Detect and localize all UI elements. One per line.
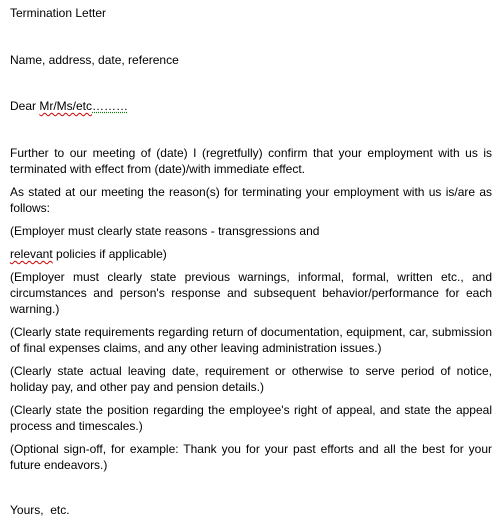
reasons-line-2 bbox=[10, 246, 167, 262]
header-fields: Name, address, date, reference bbox=[10, 53, 179, 67]
warnings-paragraph: (Employer must clearly state previous warnings, informal, formal, written etc., and circumstances and person's response and subsequent behavior/performance for each warning.) bbox=[10, 270, 492, 316]
intro-paragraph: Further to our meeting of (date) I (regretfully) confirm that your employment with us is terminated with effect from (date)/with immediate effect. bbox=[10, 146, 492, 176]
return-paragraph: (Clearly state requirements regarding return of documentation, equipment, car, submission of final expenses claims, and any other leaving administration issues.) bbox=[10, 325, 492, 355]
letter-title: Termination Letter bbox=[10, 6, 107, 20]
salutation-placeholder: ……… bbox=[92, 99, 129, 113]
relevant-word: relevant bbox=[10, 247, 53, 261]
closing: Yours, etc. bbox=[10, 503, 70, 517]
salutation-prefix: Dear bbox=[10, 99, 40, 113]
reasons-line-2-rest: policies if applicable) bbox=[52, 247, 167, 261]
reasons-line-1: (Employer must clearly state reasons - transgressions and bbox=[10, 224, 320, 238]
leaving-paragraph: (Clearly state actual leaving date, requirement or otherwise to serve period of notice, holiday pay, and other pay and pension details.) bbox=[10, 364, 492, 394]
salutation-honorific: Mr/Ms/etc bbox=[39, 99, 93, 113]
reasons-intro-paragraph: As stated at our meeting the reason(s) for terminating your employment with us is/are as follows: bbox=[10, 185, 492, 215]
signoff-paragraph: (Optional sign-off, for example: Thank you for your past efforts and all the best for your future endeavors.) bbox=[10, 442, 492, 472]
salutation bbox=[10, 98, 128, 114]
appeal-paragraph: (Clearly state the position regarding the employee's right of appeal, and state the appeal process and timescales.) bbox=[10, 403, 492, 433]
